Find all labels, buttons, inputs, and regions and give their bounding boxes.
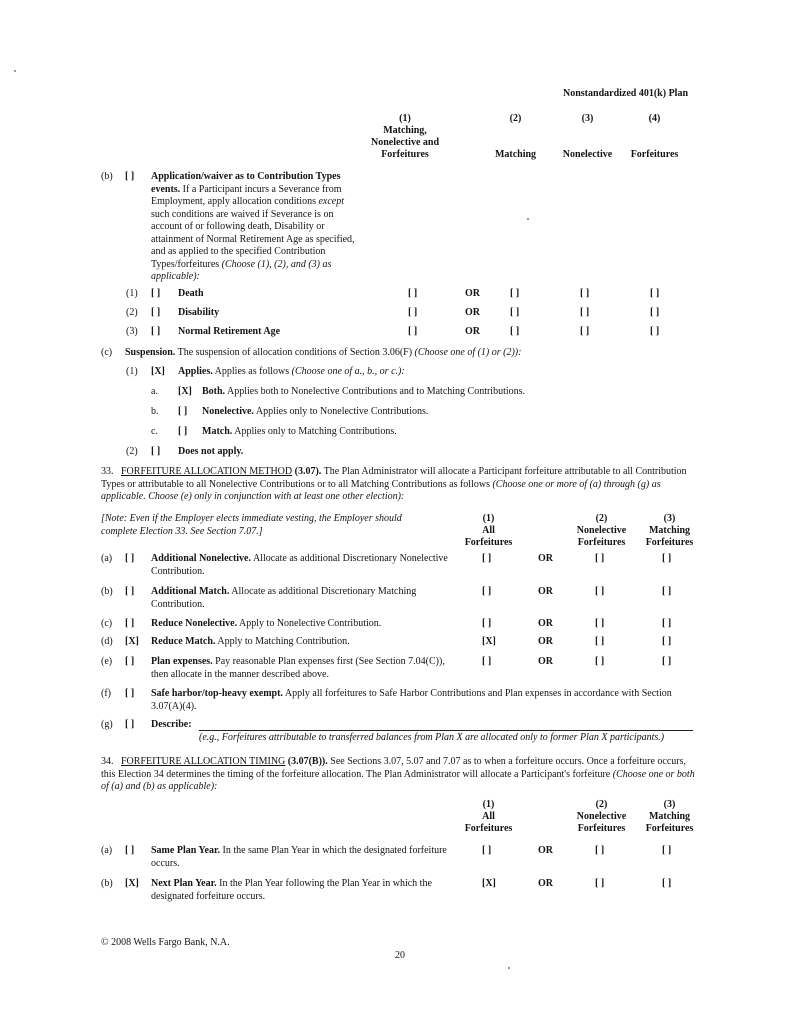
s34-body: See Sections 3.07, 5.07 and 7.07 as to when a forfeiture occurs. Once a forfeiture occurs, this Election 34 determines the timing of the forfeiture allocation. The Plan Administrator will allocate a Participant's forfeiture: [101, 756, 686, 780]
s32-b-text: [151, 171, 364, 284]
scan-speck: [14, 70, 16, 72]
s33-row-or: OR: [538, 553, 553, 564]
s32-row-label: Death: [178, 288, 204, 299]
s32-sub-title: Both.: [202, 386, 226, 397]
s32-c1-title: Applies.: [178, 366, 213, 377]
col-number: (3): [581, 113, 594, 124]
s33-row-text: [151, 553, 451, 578]
s33-row-body: Pay reasonable Plan expenses first (See Section 7.04(C)), then allocate in the manner described above.: [151, 656, 445, 680]
s32-b-checkbox[interactable]: [ ]: [125, 171, 135, 182]
s33-row-col2-box[interactable]: [ ]: [595, 618, 605, 629]
s32-b-title: Application/waiver as to Contribution Types events.: [151, 171, 341, 195]
s34-row-title: Same Plan Year.: [151, 845, 220, 856]
s33-col3-header: [637, 513, 702, 549]
s33-row-letter: (a): [101, 553, 113, 564]
footer-copyright: © 2008 Wells Fargo Bank, N.A.: [101, 937, 230, 948]
s32-c1-choose: (Choose one of a., b., or c.):: [291, 366, 405, 377]
s32-sub-body: Applies only to Matching Contributions.: [232, 426, 397, 437]
s34-ref: (3.07(B)).: [285, 756, 328, 767]
s32-sub-checkbox[interactable]: [ ]: [178, 406, 188, 417]
s33-g-letter: (g): [101, 719, 113, 730]
s32-row-col4-box[interactable]: [ ]: [650, 288, 660, 299]
s32-row-col4-box[interactable]: [ ]: [650, 326, 660, 337]
s32-b-except: except: [318, 196, 345, 207]
s33-row-or: OR: [538, 586, 553, 597]
s32-row-col1-box[interactable]: [ ]: [408, 288, 418, 299]
col-label: Nonelective: [562, 149, 613, 160]
col-number: (1): [482, 513, 495, 524]
s34-row-col3-box[interactable]: [ ]: [662, 878, 672, 889]
s33-title: FORFEITURE ALLOCATION METHOD: [121, 466, 293, 477]
col-label: All Forfeitures: [464, 525, 513, 548]
s32-sub-title: Nonelective.: [202, 406, 254, 417]
s32-c-choose: (Choose one of (1) or (2)):: [414, 347, 522, 358]
s34-row-or: OR: [538, 845, 553, 856]
col-label: Matching: [494, 149, 537, 160]
s33-row-checkbox[interactable]: [ ]: [125, 618, 135, 629]
s33-row-text: [151, 618, 451, 631]
s32-sub-title: Match.: [202, 426, 233, 437]
s33-f-text: [151, 688, 701, 713]
s33-row-col3-box[interactable]: [ ]: [662, 618, 672, 629]
s33-row-col3-box[interactable]: [ ]: [662, 636, 672, 647]
s34-row-letter: (a): [101, 845, 113, 856]
s32-b-body2: such conditions are waived if Severance is on account of or following death, Disability or attainment of Normal Retirement Age as specified, and as applied to the specified Contribution Types/forfeitures: [151, 208, 355, 270]
s32-col2-header: [483, 113, 548, 161]
s34-row-body: In the Plan Year following the Plan Year in which the designated forfeiture occurs.: [151, 878, 432, 902]
s33-row-letter: (d): [101, 636, 113, 647]
page-number: 20: [395, 950, 405, 961]
s33-row-col3-box[interactable]: [ ]: [662, 656, 672, 667]
s33-row-title: Reduce Nonelective.: [151, 618, 238, 629]
col-number: (4): [648, 113, 661, 124]
s34-col2-header: [569, 799, 634, 835]
s33-row-or: OR: [538, 656, 553, 667]
s33-g-describe-field[interactable]: [199, 730, 693, 731]
s32-row-col4-box[interactable]: [ ]: [650, 307, 660, 318]
s33-row-title: Plan expenses.: [151, 656, 213, 667]
s32-row-label: Normal Retirement Age: [178, 326, 281, 337]
s32-sub-letter: b.: [151, 406, 159, 417]
s32-row-col2-box[interactable]: [ ]: [510, 288, 520, 299]
s33-row-letter: (b): [101, 586, 113, 597]
col-number: (3): [663, 799, 676, 810]
scan-speck: [508, 967, 510, 969]
s32-c-letter: (c): [101, 347, 113, 358]
s33-row-col2-box[interactable]: [ ]: [595, 656, 605, 667]
s32-row-col2-box[interactable]: [ ]: [510, 307, 520, 318]
s33-row-checkbox[interactable]: [ ]: [125, 656, 135, 667]
s33-row-col2-box[interactable]: [ ]: [595, 586, 605, 597]
s33-row-title: Additional Nonelective.: [151, 553, 251, 564]
s32-c2-title: Does not apply.: [178, 446, 244, 457]
s32-col1-header: [360, 113, 450, 161]
s32-c-body: The suspension of allocation conditions of Section 3.06(F): [175, 347, 415, 358]
scan-speck: [527, 218, 529, 220]
s32-row-or: OR: [465, 307, 480, 318]
s34-col3-header: [637, 799, 702, 835]
s33-col1-header: [456, 513, 521, 549]
s34-row-text: [151, 845, 451, 870]
s32-row-col1-box[interactable]: [ ]: [408, 326, 418, 337]
s32-c-title: Suspension.: [125, 347, 176, 358]
s34-row-checkbox[interactable]: [X]: [125, 878, 139, 889]
s33-g-example: (e.g., Forfeitures attributable to transferred balances from Plan X are allocated only to former Plan X participants.): [199, 732, 665, 743]
s32-c-text: [125, 347, 521, 360]
s32-row-num: (3): [126, 326, 138, 337]
col-label: All Forfeitures: [464, 811, 513, 834]
s33-note: [Note: Even if the Employer elects immediate vesting, the Employer should complete Election 33. See Section 7.07.]: [101, 513, 402, 537]
col-label: Matching, Nonelective and Forfeitures: [370, 125, 440, 160]
s32-c2-checkbox[interactable]: [ ]: [151, 446, 161, 457]
s33-row-col1-box[interactable]: [ ]: [482, 656, 492, 667]
s32-b-letter: (b): [101, 171, 113, 182]
s33-col2-header: [569, 513, 634, 549]
s33-choose: (Choose one or more of (a) through (g) as applicable. Choose (e) only in conjunction with at least one other election):: [101, 478, 661, 502]
col-label: Nonelective Forfeitures: [576, 525, 627, 548]
s32-b-body: If a Participant incurs a Severance from Employment, apply allocation conditions: [151, 183, 342, 207]
s32-c1-body: Applies as follows: [212, 366, 292, 377]
s32-sub-text: [202, 386, 525, 399]
s32-c1-num: (1): [126, 366, 138, 377]
s34-choose: (Choose one or both of (a) and (b) as applicable):: [101, 768, 695, 792]
s34-row-title: Next Plan Year.: [151, 878, 217, 889]
s32-row-checkbox[interactable]: [ ]: [151, 307, 161, 318]
s33-row-checkbox[interactable]: [ ]: [125, 553, 135, 564]
s33-row-body: Allocate as additional Discretionary Nonelective Contribution.: [151, 553, 448, 577]
s34-row-col2-box[interactable]: [ ]: [595, 845, 605, 856]
s33-row-body: Apply to Matching Contribution.: [215, 636, 350, 647]
s32-row-num: (2): [126, 307, 138, 318]
s33-f-title: Safe harbor/top-heavy exempt.: [151, 688, 283, 699]
s34-intro: [101, 756, 701, 794]
s33-g-title: Describe:: [151, 719, 192, 730]
s32-sub-checkbox[interactable]: [ ]: [178, 426, 188, 437]
s33-row-col1-box[interactable]: [X]: [482, 636, 496, 647]
s34-row-col1-box[interactable]: [ ]: [482, 845, 492, 856]
col-number: (2): [595, 799, 608, 810]
s33-row-letter: (c): [101, 618, 113, 629]
s33-f-checkbox[interactable]: [ ]: [125, 688, 135, 699]
s33-ref: (3.07).: [292, 466, 322, 477]
plan-type-header: Nonstandardized 401(k) Plan: [563, 88, 689, 99]
s32-col3-header: [555, 113, 620, 161]
s32-sub-body: Applies both to Nonelective Contributions and to Matching Contributions.: [225, 386, 526, 397]
s32-c1-checkbox[interactable]: [X]: [151, 366, 165, 377]
s32-c2-num: (2): [126, 446, 138, 457]
col-number: (2): [509, 113, 522, 124]
s33-row-body: Apply to Nonelective Contribution.: [237, 618, 382, 629]
s33-row-col1-box[interactable]: [ ]: [482, 586, 492, 597]
s32-row-col3-box[interactable]: [ ]: [580, 288, 590, 299]
s33-row-or: OR: [538, 636, 553, 647]
s33-row-col1-box[interactable]: [ ]: [482, 553, 492, 564]
s33-row-or: OR: [538, 618, 553, 629]
s33-row-body: Allocate as additional Discretionary Matching Contribution.: [151, 586, 417, 610]
col-number: (1): [399, 113, 411, 124]
s34-row-text: [151, 878, 451, 903]
s33-g-checkbox[interactable]: [ ]: [125, 719, 135, 730]
s34-col1-header: [456, 799, 521, 835]
s33-body: The Plan Administrator will allocate a Participant forfeiture attributable to all Contribution Types or attributable to all Nonelective Contributions or to all Matching Contributions as follows: [101, 466, 687, 490]
s33-f-letter: (f): [101, 688, 111, 699]
s33-row-col1-box[interactable]: [ ]: [482, 618, 492, 629]
col-number: (1): [482, 799, 495, 810]
s33-row-col3-box[interactable]: [ ]: [662, 586, 672, 597]
s33-row-text: [151, 636, 451, 649]
s32-sub-body: Applies only to Nonelective Contributions.: [253, 406, 429, 417]
s33-number: 33.: [101, 466, 114, 477]
s34-row-letter: (b): [101, 878, 113, 889]
col-number: (3): [663, 513, 676, 524]
s33-row-checkbox[interactable]: [ ]: [125, 586, 135, 597]
s34-row-col2-box[interactable]: [ ]: [595, 878, 605, 889]
s32-row-col2-box[interactable]: [ ]: [510, 326, 520, 337]
s33-row-col2-box[interactable]: [ ]: [595, 553, 605, 564]
s32-row-or: OR: [465, 288, 480, 299]
s34-row-or: OR: [538, 878, 553, 889]
s32-row-label: Disability: [178, 307, 220, 318]
s32-row-col1-box[interactable]: [ ]: [408, 307, 418, 318]
s32-sub-text: [202, 426, 397, 439]
s32-col4-header: [622, 113, 687, 161]
s33-row-col2-box[interactable]: [ ]: [595, 636, 605, 647]
s33-row-title: Additional Match.: [151, 586, 230, 597]
col-label: Forfeitures: [630, 149, 679, 160]
s32-sub-letter: a.: [151, 386, 158, 397]
s33-row-text: [151, 586, 451, 611]
s32-c1-text: [178, 366, 405, 379]
s34-title: FORFEITURE ALLOCATION TIMING: [121, 756, 286, 767]
s34-row-col3-box[interactable]: [ ]: [662, 845, 672, 856]
s34-row-body: In the same Plan Year in which the designated forfeiture occurs.: [151, 845, 447, 869]
s32-row-num: (1): [126, 288, 138, 299]
s33-row-title: Reduce Match.: [151, 636, 216, 647]
s33-row-letter: (e): [101, 656, 113, 667]
s34-row-checkbox[interactable]: [ ]: [125, 845, 135, 856]
s32-row-col3-box[interactable]: [ ]: [580, 326, 590, 337]
s33-row-text: [151, 656, 451, 681]
s34-row-col1-box[interactable]: [X]: [482, 878, 496, 889]
s32-sub-checkbox[interactable]: [X]: [178, 386, 192, 397]
s32-b-choose: (Choose (1), (2), and (3) as applicable):: [151, 258, 332, 282]
s33-f-body: Apply all forfeitures to Safe Harbor Contributions and Plan expenses in accordance with Section 3.07(A)(4).: [151, 688, 672, 712]
col-label: Matching Forfeitures: [645, 525, 694, 548]
s32-row-or: OR: [465, 326, 480, 337]
s32-sub-text: [202, 406, 428, 419]
col-label: Matching Forfeitures: [645, 811, 694, 834]
s33-intro: [101, 466, 701, 504]
s32-row-col3-box[interactable]: [ ]: [580, 307, 590, 318]
s32-sub-letter: c.: [151, 426, 158, 437]
s33-row-col3-box[interactable]: [ ]: [662, 553, 672, 564]
col-label: Nonelective Forfeitures: [576, 811, 627, 834]
s32-row-checkbox[interactable]: [ ]: [151, 288, 161, 299]
s32-row-checkbox[interactable]: [ ]: [151, 326, 161, 337]
s33-row-checkbox[interactable]: [X]: [125, 636, 139, 647]
s34-number: 34.: [101, 756, 114, 767]
col-number: (2): [595, 513, 608, 524]
